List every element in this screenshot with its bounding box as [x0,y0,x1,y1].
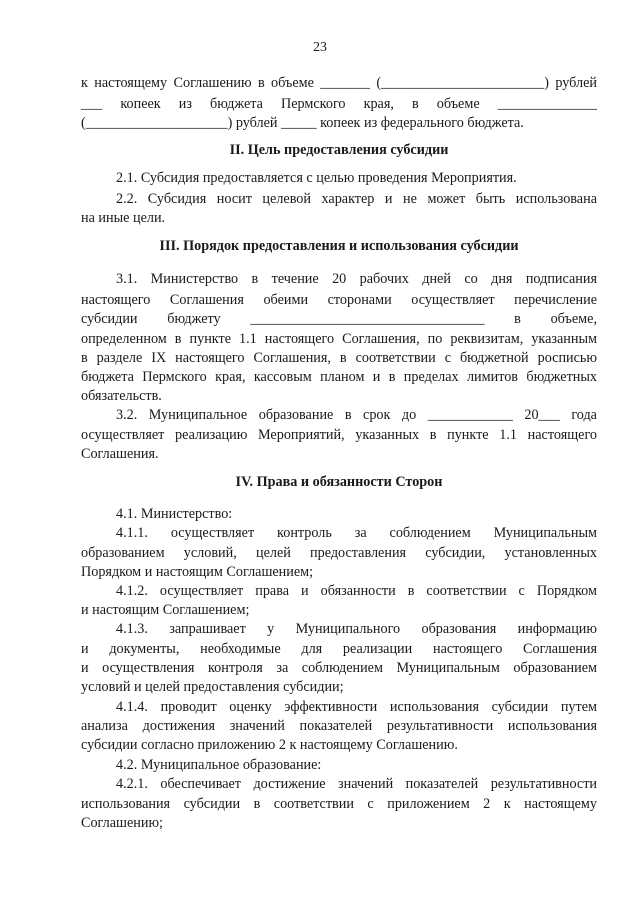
text-line: условий и целей предоставления субсидии; [81,679,344,695]
text-line: 4.1.1. осуществляет контроль за соблюдением Муниципальным [116,525,597,541]
text-line: 4.1.4. проводит оценку эффективности использования субсидии путем [116,699,597,715]
text-line: обязательств. [81,388,162,404]
text-line: (____________________) рублей _____ копеек из федерального бюджета. [81,115,524,131]
text-line: настоящего Соглашения обеими сторонами осуществляет перечисление [81,292,597,308]
text-line: ___ копеек из бюджета Пермского края, в объеме ______________ [81,96,597,112]
text-line: образованием условий, целей предоставления субсидии, установленных [81,545,597,561]
text-line: 3.2. Муниципальное образование в срок до ____________ 20___ года [116,407,597,423]
text-line: и документы, необходимые для реализации настоящего Соглашения [81,641,597,657]
section-heading: III. Порядок предоставления и использования субсидии [159,238,519,254]
text-line: использования субсидии в соответствии с приложением 2 к настоящему [81,796,597,812]
text-line: к настоящему Соглашению в объеме _______ (_______________________) рублей [81,75,597,91]
text-line: Соглашения. [81,446,159,462]
text-line: 4.1.2. осуществляет права и обязанности в соответствии с Порядком [116,583,597,599]
text-line: на иные цели. [81,210,166,226]
text-line: бюджета Пермского края, кассовым планом и в пределах лимитов бюджетных [81,369,597,385]
text-line: осуществляет реализацию Мероприятий, указанных в пункте 1.1 настоящего [81,427,597,443]
text-line: 4.1. Министерство: [116,506,233,522]
text-line: и осуществления контроля за соблюдением Муниципальным образованием [81,660,597,676]
text-line: 4.1.3. запрашивает у Муниципального образования информацию [116,621,597,637]
text-line: 3.1. Министерство в течение 20 рабочих дней со дня подписания [116,271,597,287]
text-line: и настоящим Соглашением; [81,602,250,618]
section-heading: IV. Права и обязанности Сторон [235,474,443,490]
text-line: анализа достижения значений показателей результативности использования [81,718,597,734]
text-line: 4.2. Муниципальное образование: [116,757,322,773]
text-line: 4.2.1. обеспечивает достижение значений показателей результативности [116,776,597,792]
text-line: субсидии согласно приложению 2 к настоящему Соглашению. [81,737,458,753]
text-line: определенном в пункте 1.1 настоящего Соглашения, по реквизитам, указанным [81,331,597,347]
page-number: 23 [313,40,327,55]
text-line: в разделе IX настоящего Соглашения, в соответствии с бюджетной росписью [81,350,597,366]
text-line: 2.2. Субсидия носит целевой характер и не может быть использована [116,191,597,207]
text-line: Соглашению; [81,815,163,831]
text-line: Порядком и настоящим Соглашением; [81,564,314,580]
text-line: субсидии бюджету _________________________________ в объеме, [81,311,597,327]
text-line: 2.1. Субсидия предоставляется с целью проведения Мероприятия. [116,170,517,186]
section-heading: II. Цель предоставления субсидии [229,142,449,158]
